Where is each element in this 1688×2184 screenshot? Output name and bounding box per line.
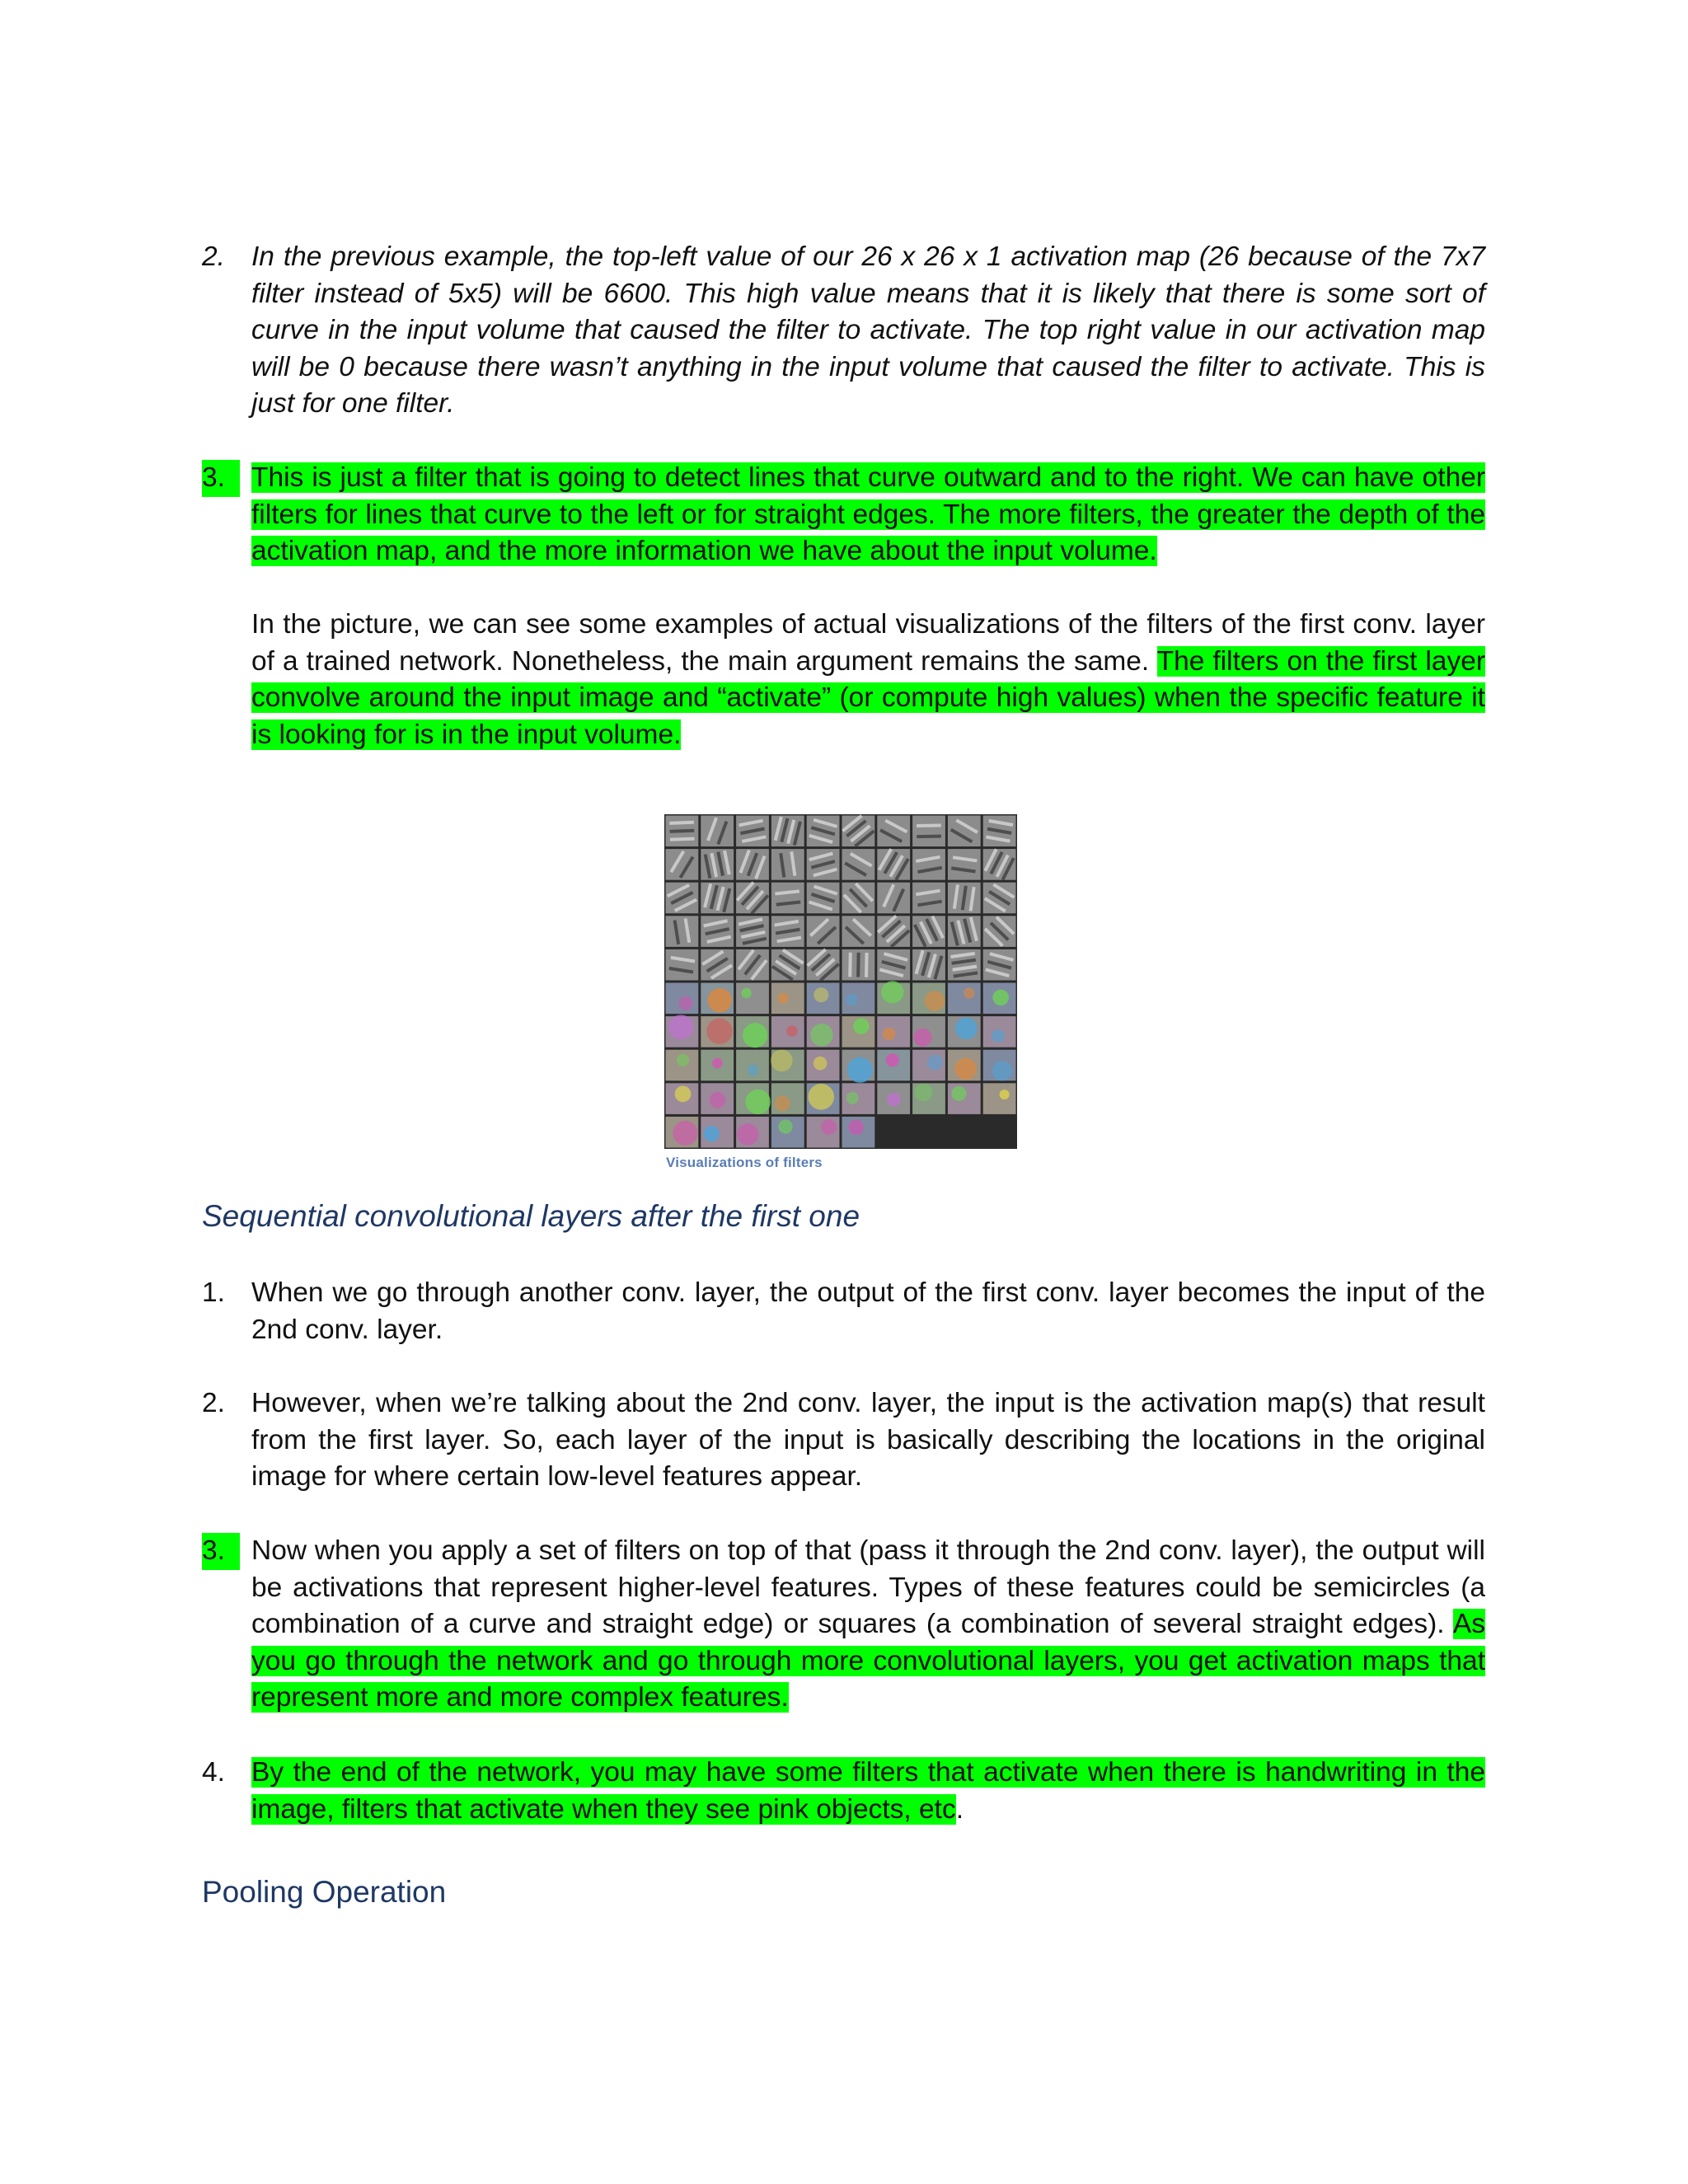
list-item-text: Now when you apply a set of filters on top of that (pass it through the 2nd conv. layer), the output will be activations that represent higher-level features. Types of these features could be semicircles (a combination of a curve and straight edge) or squares (a combination of several straight edges). [251,1535,1485,1639]
filter-cell [842,1117,875,1148]
filter-cell [948,949,981,981]
paragraph-filters-visualization [251,607,1485,753]
highlighted-text: By the end of the network, you may have some filters that activate when there is handwriting in the image, filters that activate when they see pink objects, etc [251,1757,1485,1825]
filter-cell [736,816,769,847]
filter-cell [771,949,804,981]
filter-cell [701,1016,734,1047]
filter-cell [666,949,699,981]
filter-cell [736,1050,769,1081]
list-number: 4. [202,1757,225,1788]
filter-cell [983,848,1016,880]
filter-cell [948,849,981,880]
filter-cell [842,1083,875,1114]
list-item-text: In the previous example, the top-left value of our 26 x 26 x 1 activation map (26 because of the 7x7 filter instead of 5x5) will be 6600. This high value means that it is likely that there is some sort of curve in the input volume that caused the filter to activate. The top right value in our activation map will be 0 because there wasn’t anything in the input volume that caused the filter to activate. This is just for one filter. [251,241,1485,419]
filter-cell [701,1050,734,1081]
filter-cell [948,983,981,1015]
filter-cell [877,883,910,914]
filter-cell [771,1050,804,1081]
filter-cell [701,1083,734,1114]
filter-cell [983,949,1016,981]
filter-cell [877,1016,910,1047]
filter-cell [666,1050,699,1081]
paragraph-text: In the picture, we can see some examples of actual visualizations of the filters of the first conv. layer of a trained network. Nonetheless, the main argument remains the same. [251,609,1485,677]
section-heading: Pooling Operation [202,1875,447,1909]
list-item-text: . [955,1793,964,1825]
filter-cell [771,1117,804,1148]
filter-cell [912,949,945,981]
filter-cell [948,1050,981,1081]
filter-cell [983,916,1016,947]
filter-cell [701,1117,734,1148]
list-item-3 [202,1533,1485,1717]
filter-cell [842,916,875,947]
list-item-2 [202,239,1485,423]
filter-cell [771,816,804,847]
filter-cell [983,1050,1016,1081]
filter-cell [912,1016,945,1047]
filter-cell [842,983,875,1015]
filter-cell [877,981,910,1014]
filter-cell [912,983,945,1015]
highlighted-text: This is just a filter that is going to detect lines that curve outward and to the right. We can have other filters for lines that curve to the left or for straight edges. The more filters, the greater the depth of the activation map, and the more information we have about the input volume. [251,462,1485,566]
figure-caption: Visualizations of filters [666,1155,823,1170]
filter-cell [842,1050,875,1083]
list-number: 2. [202,1388,225,1418]
filter-cell [842,949,875,981]
filter-cell [701,849,734,880]
filter-cell [666,883,699,914]
filter-cell [701,949,734,981]
filter-cell [666,1083,699,1114]
filter-cell [877,848,910,881]
filter-cell [983,883,1016,914]
filter-cell [807,1117,840,1148]
filter-cell [807,1083,840,1114]
filter-cell [912,849,945,880]
list-item-3 [202,460,1485,570]
highlighted-text: As you go through the network and go through more convolutional layers, you get activation maps that represent more and more complex features. [251,1609,1485,1713]
list-number: 3. [202,460,240,497]
filter-cell [701,883,734,914]
filter-cell [666,849,699,880]
filter-cell [771,983,804,1015]
filter-cell [948,916,981,947]
filter-cell [877,816,910,847]
filter-cell [807,1050,840,1081]
list-item-1 [202,1275,1485,1348]
list-number: 3. [202,1533,240,1570]
filter-cell [912,1083,945,1114]
filter-cell [736,1117,769,1148]
filter-cell [736,1083,771,1114]
filter-cell [912,916,945,948]
filter-cell [842,814,874,847]
filter-cell [771,916,804,947]
filter-cell [736,949,769,981]
filter-cell [666,916,699,947]
filter-cell [771,849,804,880]
filter-cell [948,883,981,914]
filter-cell [666,983,699,1015]
filter-cell [842,883,875,914]
filter-cell [948,1083,981,1114]
filter-cell [666,1117,699,1148]
filter-cell [877,915,911,948]
filter-cell [948,1016,981,1047]
filter-grid-image [664,814,1017,1149]
filter-cell [736,916,769,947]
filter-cell [807,883,840,914]
filter-cell [877,1050,910,1081]
filter-cell [807,816,840,847]
filter-cell [666,1015,699,1047]
filter-cell [736,983,769,1015]
filter-cell [912,816,945,847]
filter-cell [807,916,840,947]
filter-cell [771,1083,804,1114]
filter-cell [807,983,840,1015]
filters-visualization-figure [664,814,1017,1167]
filter-cell [842,1016,875,1047]
list-number: 2. [202,241,225,272]
highlighted-text: The filters on the first layer convolve around the input image and “activate” (or compute high values) when the specific feature it is looking for is in the input volume. [251,645,1485,750]
filter-cell [983,983,1016,1015]
section-heading: Sequential convolutional layers after the first one [202,1199,860,1233]
filter-cell [877,1083,910,1114]
filter-cell [877,949,910,981]
list-item-text: However, when we’re talking about the 2nd conv. layer, the input is the activation map(s) that result from the first layer. So, each layer of the input is basically describing the locations in the original image for where certain low-level features appear. [251,1388,1485,1492]
filter-cell [666,816,699,847]
list-number: 1. [202,1277,225,1308]
list-item-text: When we go through another conv. layer, the output of the first conv. layer becomes the input of the 2nd conv. layer. [251,1277,1485,1345]
filter-cell [912,1050,945,1081]
filter-cell [983,816,1016,847]
filter-cell [912,883,945,914]
filter-cell [771,1016,804,1047]
filter-cell [842,849,875,880]
list-item-2 [202,1385,1485,1496]
filter-cell [771,883,804,914]
filter-cell [736,1016,769,1047]
filter-cell [806,948,840,981]
list-item-4 [202,1755,1485,1828]
filter-cell [736,849,769,880]
filter-cell [701,916,734,947]
filter-cell [736,881,769,915]
filter-cell [701,816,734,847]
filter-cell [948,816,981,847]
filter-cell [983,1016,1016,1047]
filter-cell [983,1083,1016,1114]
filter-cell [701,983,734,1015]
filter-cell [807,849,840,880]
filter-cell [807,1016,840,1047]
